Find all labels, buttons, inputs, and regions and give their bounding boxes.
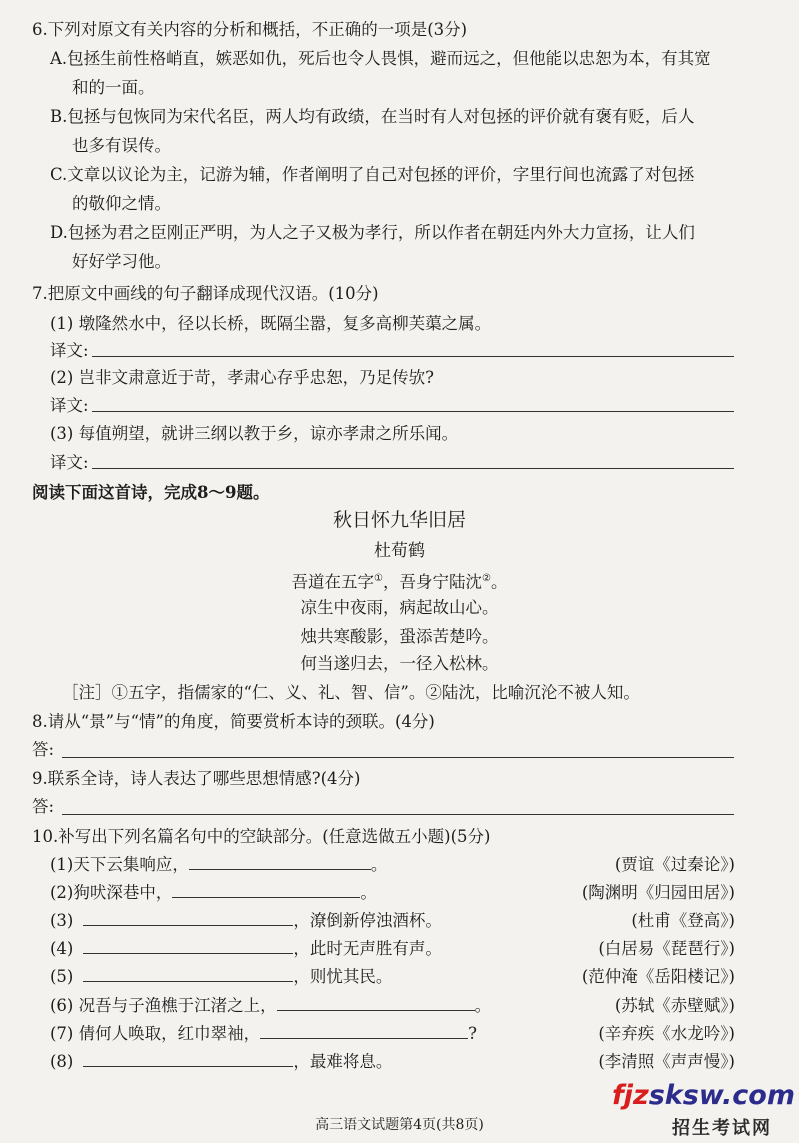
watermark-logo: fjzsksw.com xyxy=(612,1080,795,1111)
q10-stem: 10.补写出下列名篇名句中的空缺部分。(任意选做五小题)(5分) xyxy=(32,827,491,846)
footnote-mark-2: ② xyxy=(482,573,491,584)
q10-item-6: (6) 况吾与子渔樵于江渚之上， 。 xyxy=(50,996,492,1015)
q9-stem: 9.联系全诗，诗人表达了哪些思想情感?(4分) xyxy=(32,769,361,788)
q10-blank-5[interactable] xyxy=(83,965,293,982)
q10-item-5: (5) ，则忧其民。 xyxy=(50,967,393,986)
poem-line-4: 何当遂归去，一径入松林。 xyxy=(300,654,499,673)
q8-stem: 8.请从“景”与“情”的角度，简要赏析本诗的颈联。(4分) xyxy=(32,712,435,731)
watermark-tagline: 招生考试网 xyxy=(672,1118,772,1139)
footnote-mark-1: ① xyxy=(374,573,383,584)
q10-source-7: (辛弃疾《水龙吟》) xyxy=(598,1024,735,1043)
q10-blank-6[interactable] xyxy=(277,994,475,1011)
q10-blank-8[interactable] xyxy=(83,1050,293,1067)
q10-blank-3[interactable] xyxy=(83,909,293,926)
q6-option-d-line1: D.包拯为君之臣刚正严明，为人之子又极为孝行，所以作者在朝廷内外大力宣扬，让人们 xyxy=(50,223,695,242)
q7-sentence-1: (1) 墩隆然水中，径以长桥，既隔尘嚣，复多高柳芙蕖之属。 xyxy=(50,314,492,333)
q10-item-1: (1)天下云集响应， 。 xyxy=(50,855,388,874)
q7-translation-label-3: 译文: xyxy=(50,453,89,472)
q10-item-2: (2)狗吠深巷中， 。 xyxy=(50,883,377,902)
q7-answer-line-2[interactable] xyxy=(92,411,734,412)
poem-line-3: 烛共寒酸影，蛩添苦楚吟。 xyxy=(300,627,499,646)
q10-blank-7[interactable] xyxy=(260,1022,468,1039)
q7-translation-label-2: 译文: xyxy=(50,396,89,415)
poem-title: 秋日怀九华旧居 xyxy=(332,509,466,531)
q7-sentence-3: (3) 每值朔望，就讲三纲以教于乡，谅亦孝肃之所乐闻。 xyxy=(50,424,459,443)
q6-option-c-line2: 的敬仰之情。 xyxy=(72,194,171,213)
q10-source-5: (范仲淹《岳阳楼记》) xyxy=(581,967,735,986)
q8-answer-label: 答: xyxy=(32,740,55,759)
q7-translation-label-1: 译文: xyxy=(50,341,89,360)
q9-answer-label: 答: xyxy=(32,797,55,816)
poem-note: ［注］①五字，指儒家的“仁、义、礼、智、信”。②陆沈，比喻沉沦不被人知。 xyxy=(62,683,640,702)
q10-item-8: (8) ，最难将息。 xyxy=(50,1052,393,1071)
q7-answer-line-3[interactable] xyxy=(92,468,734,469)
q6-option-b-line2: 也多有误传。 xyxy=(72,136,171,155)
q10-blank-4[interactable] xyxy=(83,937,293,954)
q6-option-c-line1: C.文章以议论为主，记游为辅，作者阐明了自己对包拯的评价，字里行间也流露了对包拯 xyxy=(50,165,695,184)
q6-option-b-line1: B.包拯与包恢同为宋代名臣，两人均有政绩，在当时有人对包拯的评价就有褒有贬，后人 xyxy=(50,107,695,126)
q10-item-7: (7) 倩何人唤取，红巾翠袖， ? xyxy=(50,1024,477,1043)
q7-answer-line-1[interactable] xyxy=(92,356,734,357)
q6-option-d-line2: 好好学习他。 xyxy=(72,252,171,271)
q10-source-3: (杜甫《登高》) xyxy=(631,911,735,930)
q6-option-a-line2: 和的一面。 xyxy=(72,78,155,97)
q9-answer-line[interactable] xyxy=(62,814,734,815)
poem-author: 杜荀鹤 xyxy=(374,541,425,561)
q7-stem: 7.把原文中画线的句子翻译成现代汉语。(10分) xyxy=(32,284,379,303)
poem-line-1: 吾道在五字①，吾身宁陆沈②。 xyxy=(291,572,508,592)
q10-source-2: (陶渊明《归园田居》) xyxy=(581,883,735,902)
page-footer: 高三语文试题第4页(共8页) xyxy=(315,1117,484,1133)
q10-blank-1[interactable] xyxy=(189,853,371,870)
q6-stem: 6.下列对原文有关内容的分析和概括，不正确的一项是(3分) xyxy=(32,20,468,39)
q10-item-4: (4) ，此时无声胜有声。 xyxy=(50,939,442,958)
q10-blank-2[interactable] xyxy=(172,881,360,898)
q7-sentence-2: (2) 岂非文肃意近于苛，孝肃心存乎忠恕，乃足传欤? xyxy=(50,368,434,387)
q6-option-a-line1: A.包拯生前性格峭直，嫉恶如仇，死后也令人畏惧，避而远之，但他能以忠恕为本，有其宽 xyxy=(50,49,711,68)
q8-answer-line[interactable] xyxy=(62,757,734,758)
q10-source-4: (白居易《琵琶行》) xyxy=(598,939,735,958)
q10-source-1: (贾谊《过秦论》) xyxy=(614,855,735,874)
reading-instruction: 阅读下面这首诗，完成8～9题。 xyxy=(32,483,270,502)
poem-line-2: 凉生中夜雨，病起故山心。 xyxy=(300,598,499,617)
q10-item-3: (3) ，潦倒新停浊酒杯。 xyxy=(50,911,442,930)
q10-source-6: (苏轼《赤壁赋》) xyxy=(614,996,735,1015)
q10-source-8: (李清照《声声慢》) xyxy=(598,1052,735,1071)
